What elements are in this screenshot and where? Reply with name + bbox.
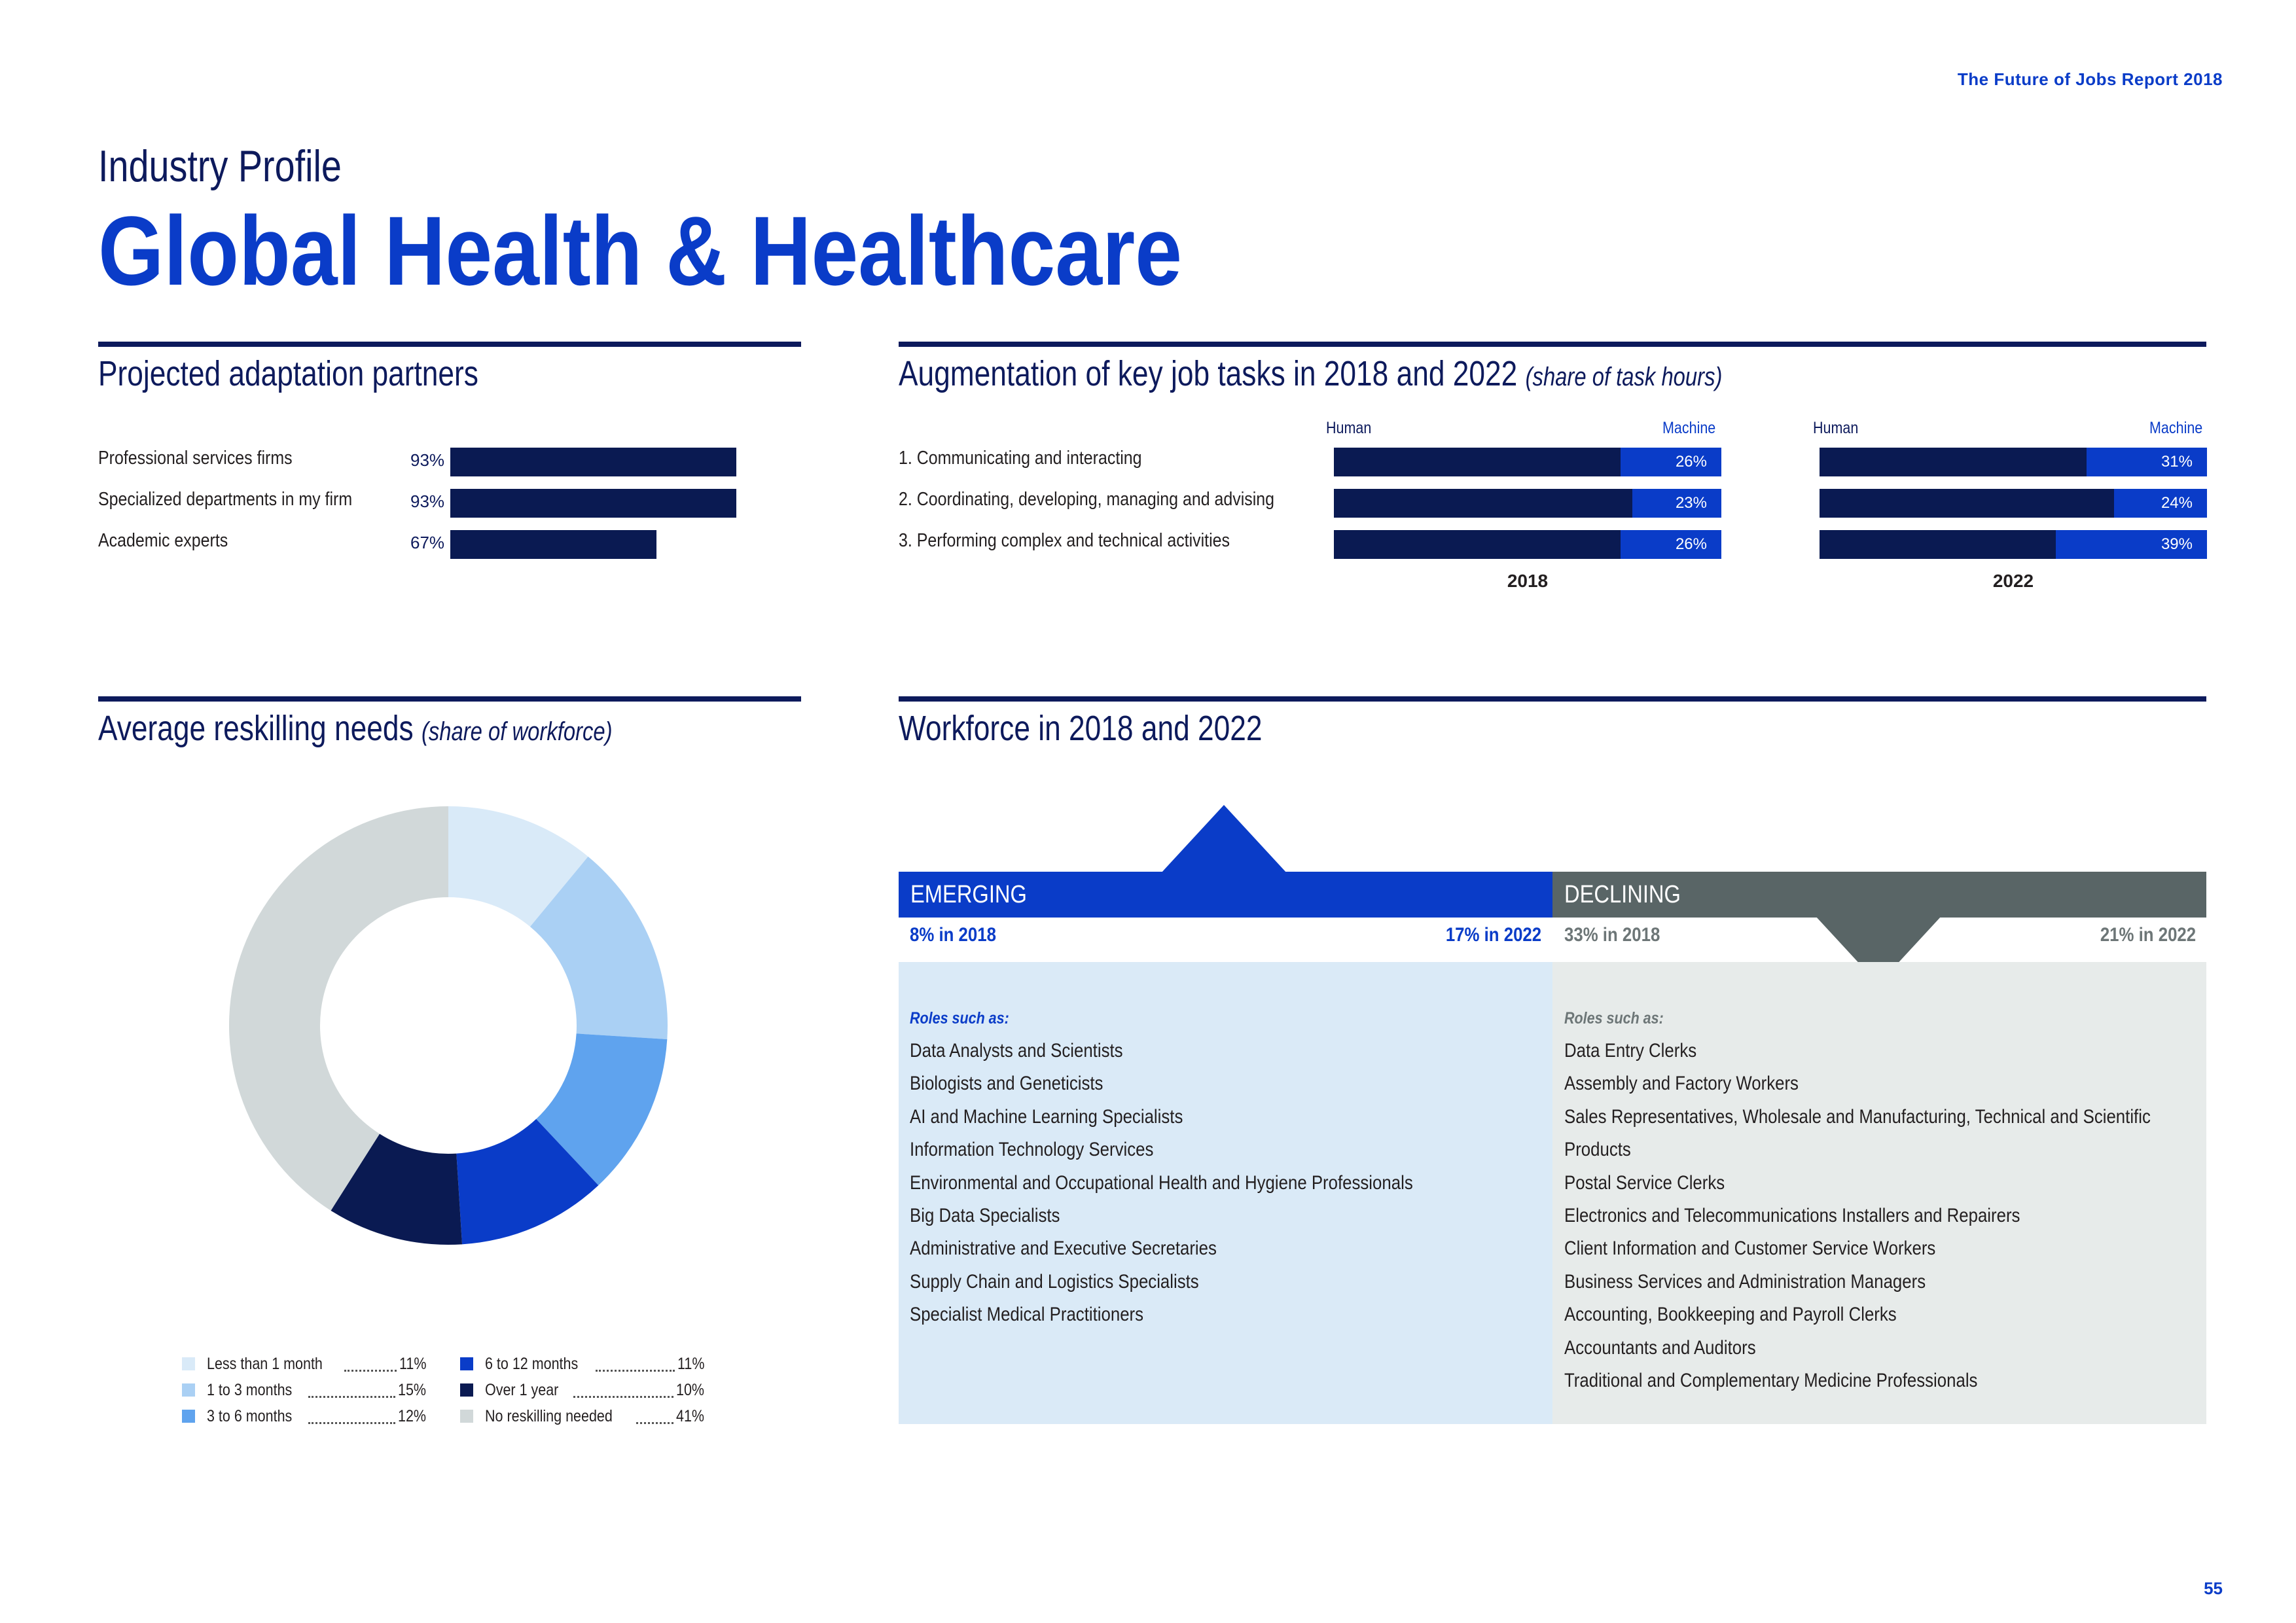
- adaptation-bar: [450, 489, 736, 518]
- role-item: Client Information and Customer Service Workers: [1564, 1238, 1936, 1260]
- legend-value: 10%: [675, 1380, 704, 1399]
- legend-item: [182, 1351, 431, 1377]
- human-label: Human: [1326, 419, 1372, 437]
- legend-item: [182, 1403, 431, 1429]
- augmentation-bar: [1334, 448, 1721, 476]
- role-item: Assembly and Factory Workers: [1564, 1073, 1799, 1095]
- legend-column: [182, 1351, 431, 1429]
- augmentation-subtitle: (share of task hours): [1525, 363, 1723, 391]
- machine-share: 26%: [1621, 448, 1721, 476]
- legend-label: 6 to 12 months: [485, 1354, 579, 1373]
- role-item: Administrative and Executive Secretaries: [910, 1238, 1217, 1260]
- legend-swatch: [182, 1357, 195, 1370]
- role-item: Big Data Specialists: [910, 1205, 1060, 1227]
- declining-2018-share: 33% in 2018: [1564, 924, 1660, 946]
- year-label: 2018: [1507, 571, 1549, 591]
- section-rule: [98, 342, 801, 347]
- leader-dots: [308, 1421, 395, 1424]
- section-rule: [899, 342, 2206, 347]
- legend-column: [460, 1351, 709, 1429]
- role-item: Supply Chain and Logistics Specialists: [910, 1270, 1199, 1293]
- emerging-2022-share-text: 17% in 2022: [1445, 924, 1541, 946]
- legend-swatch: [460, 1383, 473, 1397]
- machine-label: Machine: [2149, 419, 2203, 437]
- legend-label: 1 to 3 months: [207, 1380, 293, 1399]
- emerging-label: EMERGING: [910, 881, 1027, 908]
- task-label: 1. Communicating and interacting: [899, 448, 1142, 469]
- legend-swatch: [182, 1383, 195, 1397]
- declining-header: [1552, 872, 2206, 918]
- role-item: Accountants and Auditors: [1564, 1336, 1756, 1359]
- machine-share: 31%: [2087, 448, 2207, 476]
- augmentation-bar: [1334, 530, 1721, 559]
- adaptation-pct: 93%: [410, 491, 445, 511]
- machine-share: 23%: [1632, 489, 1721, 518]
- reskilling-donut-chart: [223, 800, 674, 1251]
- adaptation-pct: 67%: [410, 533, 445, 552]
- role-item: Data Entry Clerks: [1564, 1040, 1697, 1061]
- augmentation-title-main: Augmentation of key job tasks in 2018 and 2022: [899, 354, 1518, 393]
- emerging-roles-list: [910, 1035, 1538, 1332]
- emerging-roles-intro: Roles such as:: [910, 1009, 1009, 1027]
- workforce-title: Workforce in 2018 and 2022: [899, 709, 1263, 748]
- legend-item: [460, 1377, 709, 1403]
- augmentation-bar: [1820, 489, 2207, 518]
- role-item: Business Services and Administration Managers: [1564, 1270, 1926, 1293]
- adaptation-bar: [450, 448, 736, 476]
- adaptation-label: Specialized departments in my firm: [98, 489, 353, 510]
- role-item: AI and Machine Learning Specialists: [910, 1105, 1183, 1128]
- role-item: Information Technology Services: [910, 1139, 1154, 1161]
- leader-dots: [308, 1395, 395, 1398]
- legend-item: [182, 1377, 431, 1403]
- machine-share: 39%: [2056, 530, 2207, 559]
- leader-dots: [636, 1421, 673, 1424]
- section-rule: [899, 696, 2206, 702]
- declining-2022-share: [1964, 924, 2196, 946]
- legend-swatch: [460, 1410, 473, 1423]
- legend-item: [460, 1351, 709, 1377]
- reskilling-subtitle: (share of workforce): [421, 717, 613, 746]
- legend-label: Over 1 year: [485, 1380, 559, 1399]
- role-item: Sales Representatives, Wholesale and Manufacturing, Technical and Scientific: [1564, 1105, 2151, 1128]
- role-item: Postal Service Clerks: [1564, 1171, 1725, 1194]
- legend-value: 15%: [397, 1380, 426, 1399]
- machine-label: Machine: [1662, 419, 1716, 437]
- adaptation-bar: [450, 530, 656, 559]
- emerging-2022-share: [1309, 924, 1541, 946]
- adaptation-title: Projected adaptation partners: [98, 354, 478, 393]
- legend-value: 11%: [677, 1354, 705, 1373]
- emerging-header: [899, 872, 1552, 918]
- role-item: Traditional and Complementary Medicine Professionals: [1564, 1370, 1978, 1392]
- leader-dots: [344, 1369, 397, 1372]
- emerging-up-arrow: [1158, 805, 1289, 873]
- legend-swatch: [460, 1357, 473, 1370]
- legend-item: [460, 1403, 709, 1429]
- reskilling-title: [98, 708, 613, 749]
- reskilling-title-main: Average reskilling needs: [98, 709, 414, 748]
- role-item: Biologists and Geneticists: [910, 1073, 1103, 1095]
- augmentation-bar: [1820, 530, 2207, 559]
- role-item: Accounting, Bookkeeping and Payroll Clerks: [1564, 1304, 1897, 1326]
- augmentation-bar: [1820, 448, 2207, 476]
- declining-roles-intro: Roles such as:: [1564, 1009, 1664, 1027]
- legend-value: 11%: [399, 1354, 427, 1373]
- declining-2022-share-text: 21% in 2022: [2100, 924, 2196, 946]
- section-rule: [98, 696, 801, 702]
- adaptation-label: Professional services firms: [98, 448, 293, 469]
- role-item: Electronics and Telecommunications Installers and Repairers: [1564, 1205, 2020, 1227]
- legend-label: Less than 1 month: [207, 1354, 323, 1373]
- year-label: 2022: [1992, 571, 2034, 591]
- page-title: Global Health & Healthcare: [98, 196, 1182, 306]
- page-kicker: Industry Profile: [98, 141, 342, 191]
- machine-share: 24%: [2114, 489, 2207, 518]
- role-item: Data Analysts and Scientists: [910, 1040, 1123, 1061]
- declining-label: DECLINING: [1564, 881, 1681, 908]
- report-title: The Future of Jobs Report 2018: [1957, 69, 2223, 89]
- adaptation-pct: 93%: [410, 450, 445, 470]
- machine-share: 26%: [1621, 530, 1721, 559]
- adaptation-label: Academic experts: [98, 530, 228, 551]
- page-number: 55: [2204, 1578, 2223, 1598]
- legend-label: 3 to 6 months: [207, 1406, 293, 1425]
- role-item: Specialist Medical Practitioners: [910, 1304, 1144, 1326]
- augmentation-bar: [1334, 489, 1721, 518]
- task-label: 3. Performing complex and technical activities: [899, 530, 1230, 551]
- role-item: Environmental and Occupational Health and Hygiene Professionals: [910, 1171, 1413, 1194]
- role-item: Products: [1564, 1139, 1631, 1161]
- augmentation-title: [899, 353, 1722, 394]
- leader-dots: [573, 1395, 673, 1398]
- declining-roles-list: [1564, 1035, 2193, 1397]
- legend-value: 41%: [675, 1406, 704, 1425]
- human-label: Human: [1813, 419, 1859, 437]
- task-label: 2. Coordinating, developing, managing and advising: [899, 489, 1275, 510]
- legend-swatch: [182, 1410, 195, 1423]
- legend-label: No reskilling needed: [485, 1406, 613, 1425]
- leader-dots: [596, 1369, 674, 1372]
- legend-value: 12%: [397, 1406, 426, 1425]
- emerging-2018-share: 8% in 2018: [910, 924, 996, 946]
